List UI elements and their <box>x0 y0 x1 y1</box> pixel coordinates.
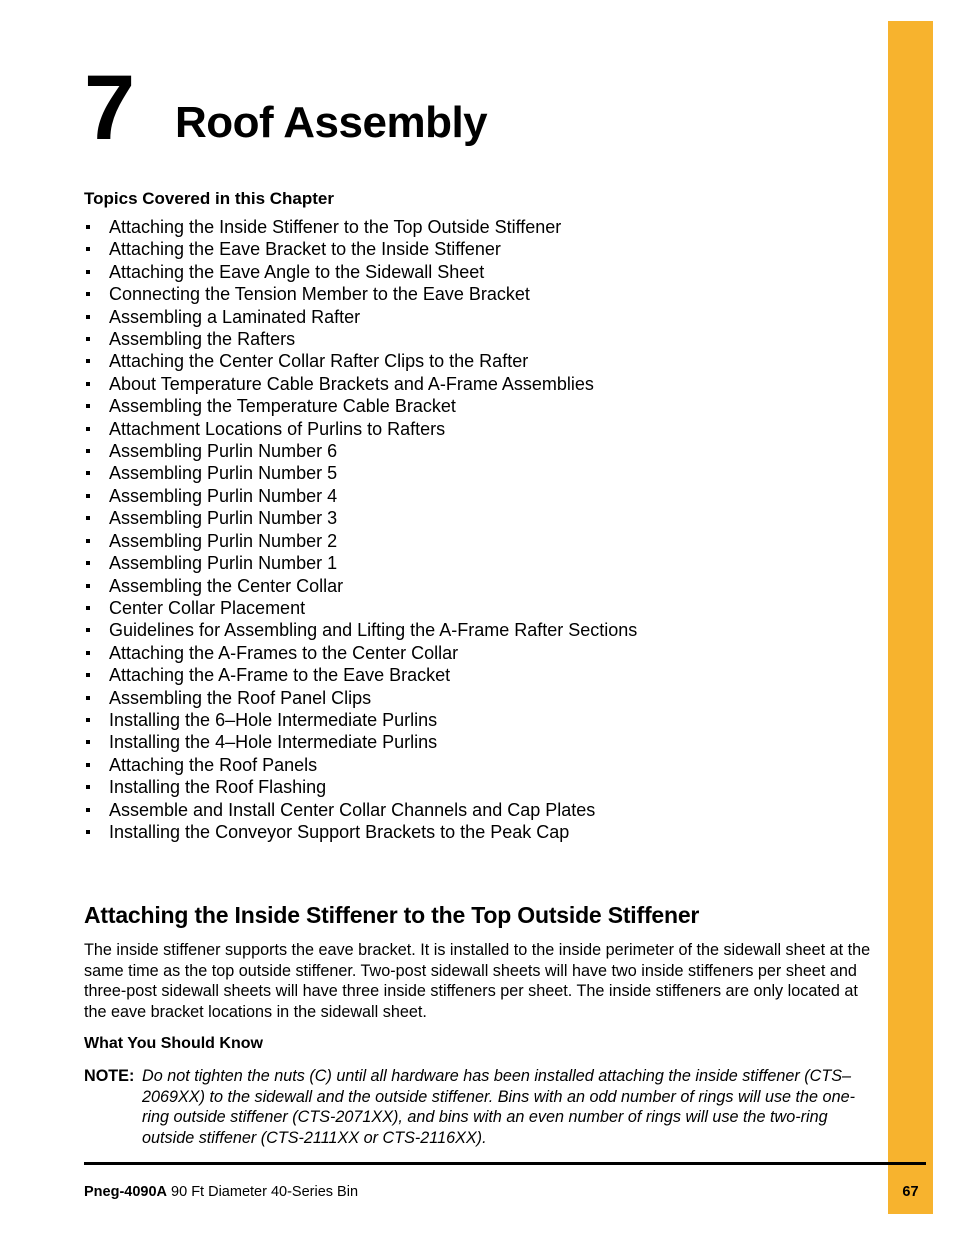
topic-list-item: Assembling a Laminated Rafter <box>84 306 637 328</box>
topic-list-item: Attachment Locations of Purlins to Rafters <box>84 418 637 440</box>
topic-list-item: Assembling the Center Collar <box>84 575 637 597</box>
note-label: NOTE: <box>84 1067 135 1085</box>
topic-list-item: Assembling the Rafters <box>84 328 637 350</box>
what-you-should-know-heading: What You Should Know <box>84 1035 263 1052</box>
topic-list-item: Assembling the Temperature Cable Bracket <box>84 395 637 417</box>
topic-list-item: Assembling Purlin Number 6 <box>84 440 637 462</box>
topic-list-item: Assembling Purlin Number 1 <box>84 552 637 574</box>
chapter-title: Roof Assembly <box>175 98 488 147</box>
chapter-side-tab <box>888 21 933 1214</box>
topic-list-item: About Temperature Cable Brackets and A-Frame Assemblies <box>84 373 637 395</box>
chapter-number: 7 <box>84 57 136 159</box>
footer-rule <box>84 1162 926 1165</box>
page-number: 67 <box>902 1184 919 1200</box>
section-paragraph: The inside stiffener supports the eave bracket. It is installed to the inside perimeter of the sidewall sheet at the same time as the top outside stiffener. Two-post sidewall sheets will have two inside stiffeners per sheet and three-post sidewall sheets will have three inside stiffeners per sheet. The inside stiffeners are only located at the eave bracket locations in the sidewall sheet. <box>84 941 871 1021</box>
topic-list-item: Assembling the Roof Panel Clips <box>84 687 637 709</box>
topics-heading: Topics Covered in this Chapter <box>84 189 335 208</box>
topic-list-item: Assembling Purlin Number 2 <box>84 530 637 552</box>
note-text: Do not tighten the nuts (C) until all hardware has been installed attaching the inside stiffener (CTS–2069XX) to the sidewall and the outside stiffener. Bins with an odd number of rings will use the one-ring outside stiffener (CTS-2071XX), and bins with an even number of rings will use the two-ring outside stiffener (CTS-2111XX or CTS-2116XX). <box>142 1067 855 1147</box>
footer-doc-number: Pneg-4090A <box>84 1184 168 1200</box>
topic-list-item: Attaching the Eave Angle to the Sidewall Sheet <box>84 261 637 283</box>
topic-list-item: Attaching the Eave Bracket to the Inside Stiffener <box>84 238 637 260</box>
topic-list-item: Attaching the Inside Stiffener to the Top Outside Stiffener <box>84 216 637 238</box>
topics-list <box>84 216 637 843</box>
topic-list-item: Assembling Purlin Number 4 <box>84 485 637 507</box>
topic-list-item: Connecting the Tension Member to the Eave Bracket <box>84 283 637 305</box>
topic-list-item: Installing the Roof Flashing <box>84 776 637 798</box>
footer-doc-info <box>84 1183 358 1201</box>
footer-doc-title: 90 Ft Diameter 40-Series Bin <box>171 1184 359 1200</box>
note-block <box>84 1066 879 1148</box>
topic-list-item: Center Collar Placement <box>84 597 637 619</box>
topic-list-item: Assembling Purlin Number 3 <box>84 507 637 529</box>
topic-list-item: Installing the 4–Hole Intermediate Purlins <box>84 731 637 753</box>
topic-list-item: Attaching the Center Collar Rafter Clips to the Rafter <box>84 350 637 372</box>
topic-list-item: Guidelines for Assembling and Lifting the A-Frame Rafter Sections <box>84 619 637 641</box>
topic-list-item: Installing the 6–Hole Intermediate Purlins <box>84 709 637 731</box>
topic-list-item: Assemble and Install Center Collar Channels and Cap Plates <box>84 799 637 821</box>
topic-list-item: Attaching the A-Frames to the Center Collar <box>84 642 637 664</box>
topic-list-item: Attaching the Roof Panels <box>84 754 637 776</box>
topic-list-item: Installing the Conveyor Support Brackets to the Peak Cap <box>84 821 637 843</box>
topic-list-item: Attaching the A-Frame to the Eave Bracket <box>84 664 637 686</box>
topic-list-item: Assembling Purlin Number 5 <box>84 462 637 484</box>
section-heading: Attaching the Inside Stiffener to the Top Outside Stiffener <box>84 902 700 928</box>
